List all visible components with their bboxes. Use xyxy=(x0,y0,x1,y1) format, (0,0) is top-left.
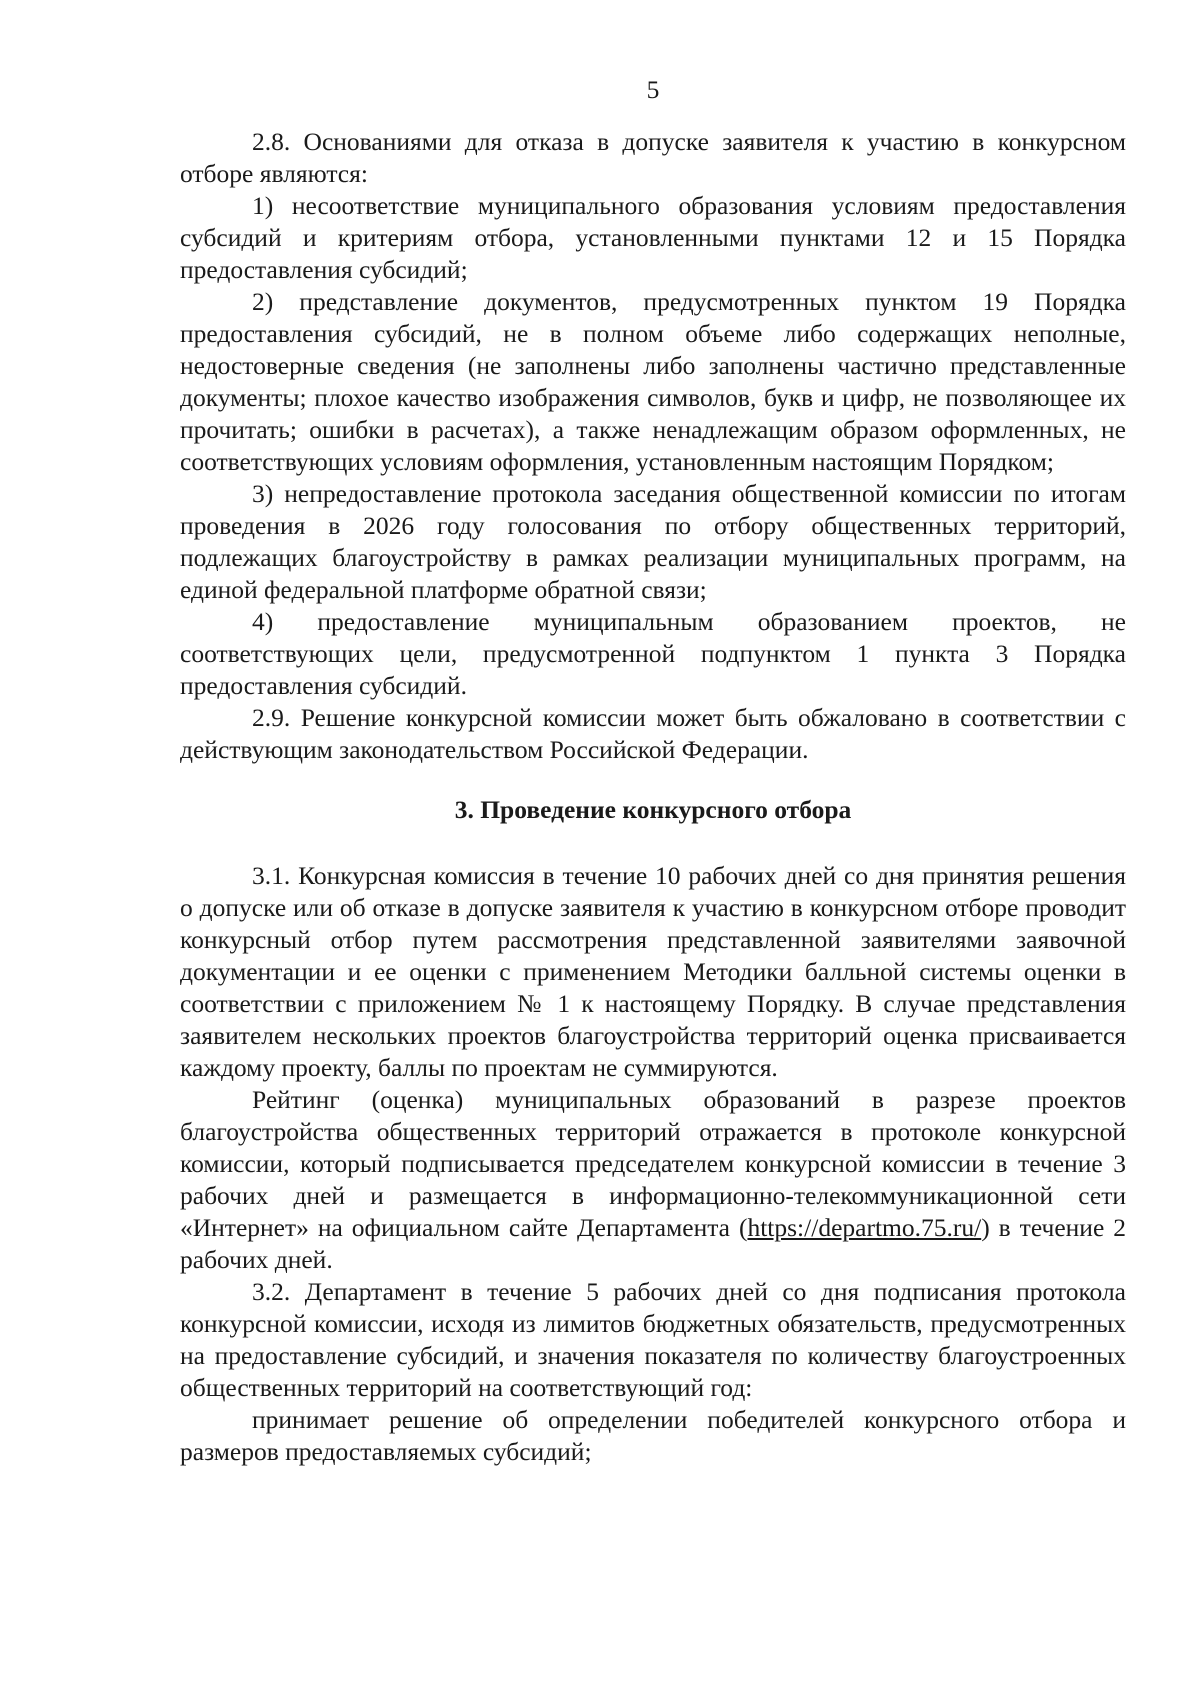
spacer xyxy=(180,830,1126,860)
paragraph-2-8-item-4: 4) предоставление муниципальным образованием проектов, не соответствующих цели, предусмотренной подпунктом 1 пункта 3 Порядка предоставления субсидий. xyxy=(180,607,1126,700)
paragraph-2-8: 2.8. Основаниями для отказа в допуске заявителя к участию в конкурсном отборе являются: xyxy=(180,127,1126,188)
paragraph-3-2-item: принимает решение об определении победителей конкурсного отбора и размеров предоставляемых субсидий; xyxy=(180,1405,1126,1466)
paragraph-2-8-item-3: 3) непредоставление протокола заседания общественной комиссии по итогам проведения в 2026 году голосования по отбору общественных территорий, подлежащих благоустройству в рамках реализации муниципальных программ, на единой федеральной платформе обратной связи; xyxy=(180,479,1126,604)
document-page xyxy=(180,70,1126,1468)
page-number: 5 xyxy=(646,75,660,104)
paragraph-3-1: 3.1. Конкурсная комиссия в течение 10 рабочих дней со дня принятия решения о допуске или об отказе в допуске заявителя к участию в конкурсном отборе проводит конкурсный отбор путем рассмотрения представленной заявителями заявочной документации и ее оценки с применением Методики балльной системы оценки в соответствии с приложением № 1 к настоящему Порядку. В случае представления заявителем нескольких проектов благоустройства территорий оценка присваивается каждому проекту, баллы по проектам не суммируются. xyxy=(180,861,1126,1082)
paragraph-2-9: 2.9. Решение конкурсной комиссии может быть обжаловано в соответствии с действующим законодательством Российской Федерации. xyxy=(180,703,1126,764)
paragraph-3-2: 3.2. Департамент в течение 5 рабочих дней со дня подписания протокола конкурсной комиссии, исходя из лимитов бюджетных обязательств, предусмотренных на предоставление субсидий, и значения показателя по количеству благоустроенных общественных территорий на соответствующий год: xyxy=(180,1277,1126,1402)
rating-text-before-link: Рейтинг (оценка) муниципальных образований в разрезе проектов благоустройства общественных территорий отражается в протоколе конкурсной комиссии, который подписывается председателем конкурсной комиссии в течение 3 рабочих дней и размещается в информационно-телекоммуникационной сети «Интернет» на официальном сайте Департамента ( xyxy=(180,1085,1126,1242)
paragraph-rating xyxy=(180,1084,1126,1276)
rating-text-after-link: ) в течение 2 рабочих дней. xyxy=(180,1213,1126,1274)
department-website-link[interactable]: https://departmo.75.ru/ xyxy=(747,1213,982,1242)
section-heading: 3. Проведение конкурсного отбора xyxy=(454,795,852,824)
paragraph-2-8-item-2: 2) представление документов, предусмотренных пунктом 19 Порядка предоставления субсидий, не в полном объеме либо содержащих неполные, недостоверные сведения (не заполнены либо заполнены частично представленные документы; плохое качество изображения символов, букв и цифр, не позволяющее их прочитать; ошибки в расчетах), а также ненадлежащим образом оформленных, не соответствующих условиям оформления, установленным настоящим Порядком; xyxy=(180,287,1126,476)
paragraph-2-8-item-1: 1) несоответствие муниципального образования условиям предоставления субсидий и критериям отбора, установленными пунктами 12 и 15 Порядка предоставления субсидий; xyxy=(180,191,1126,284)
